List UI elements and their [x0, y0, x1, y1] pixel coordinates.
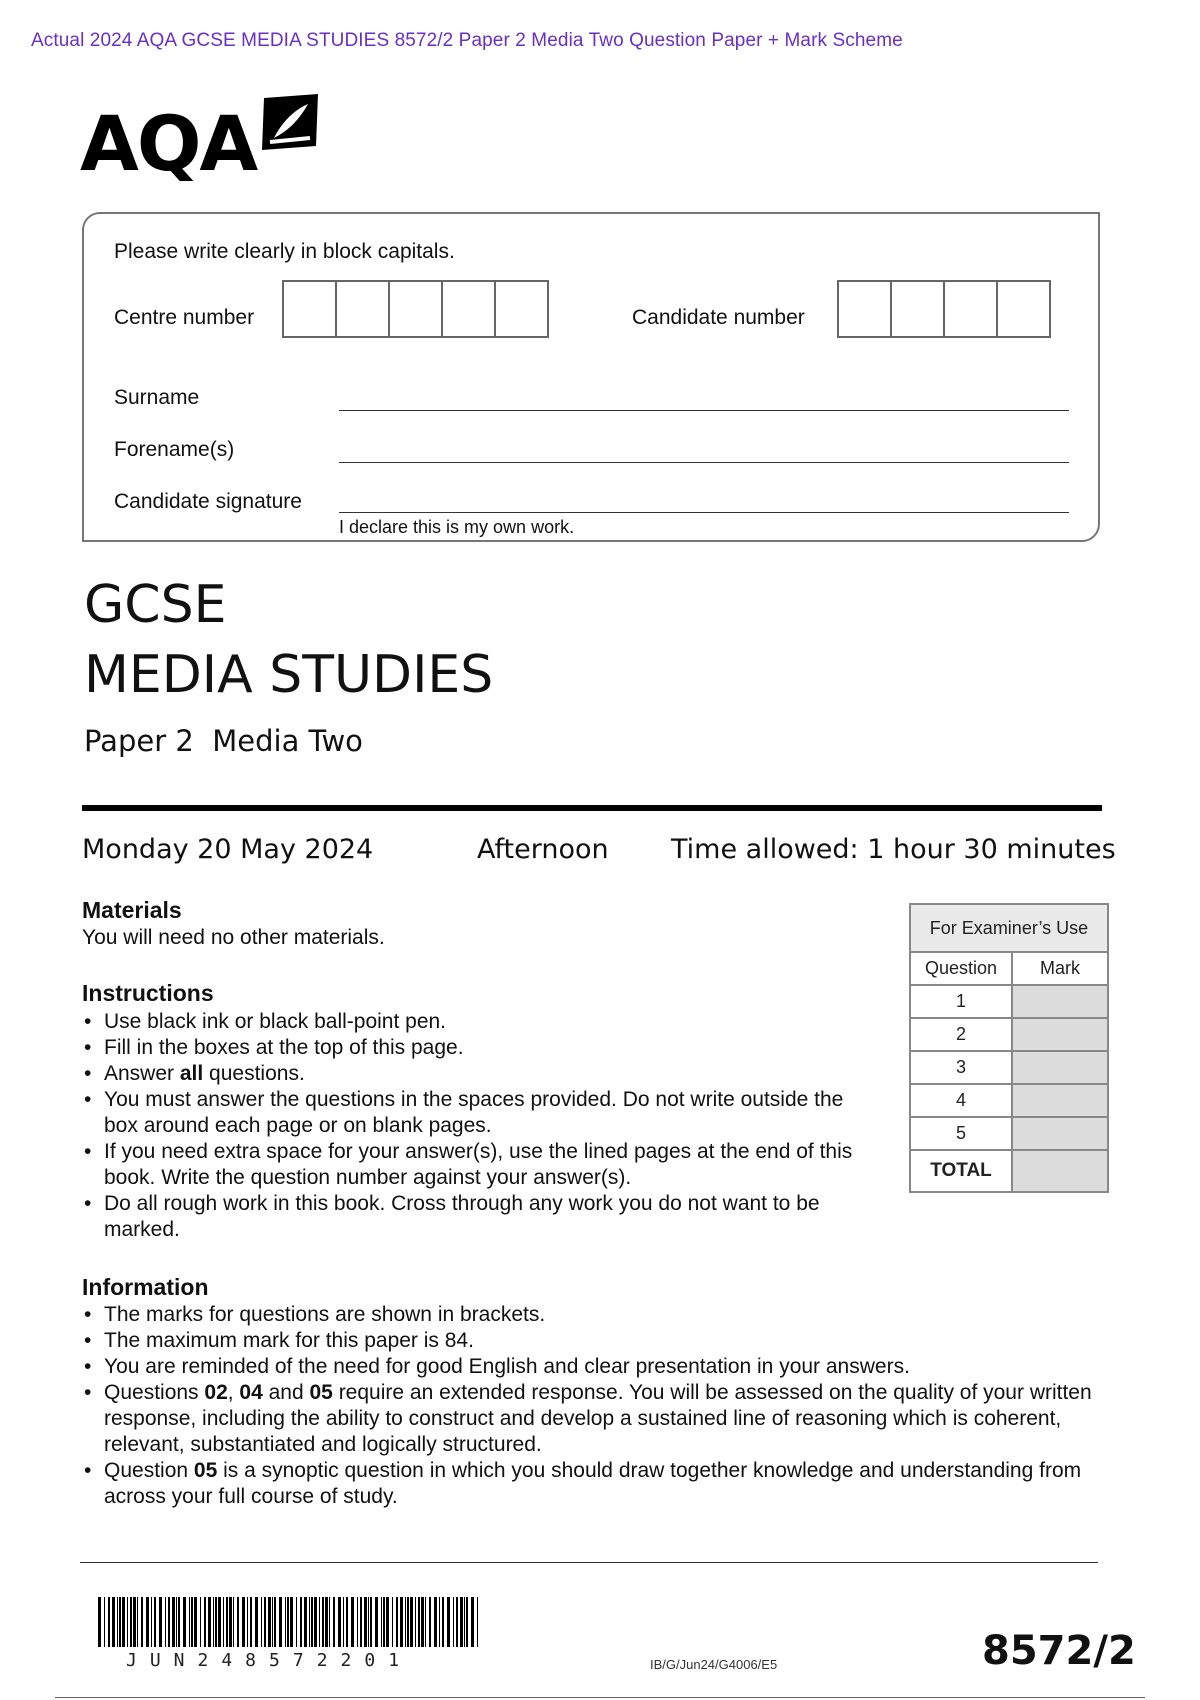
logo-text: AQA: [80, 99, 257, 188]
centre-number-cell[interactable]: [441, 280, 496, 338]
instructions-heading: Instructions: [82, 980, 214, 1006]
declaration-text: I declare this is my own work.: [339, 517, 575, 537]
information-list: [82, 1302, 1102, 1510]
examiner-table-heading: For Examiner’s Use: [910, 904, 1108, 952]
list-item: • The marks for questions are shown in brackets.: [82, 1302, 1102, 1328]
list-item: • Questions 02, 04 and 05 require an extended response. You will be assessed on the quality of your written response, including the ability to construct and develop a sustained line of reasoning which is coherent, relevant, substantiated and logically structured.: [82, 1380, 1102, 1458]
question-number: 2: [910, 1018, 1012, 1051]
candidate-number-boxes[interactable]: [839, 280, 1051, 338]
mark-cell: [1012, 1117, 1108, 1150]
mark-cell: [1012, 1084, 1108, 1117]
block-capitals-instruction: Please write clearly in block capitals.: [114, 240, 455, 263]
materials-heading: Materials: [82, 897, 182, 923]
question-column-header: Question: [910, 952, 1012, 985]
barcode: [98, 1597, 480, 1647]
paper-title: Paper 2 Media Two: [84, 724, 363, 758]
mark-cell: [1012, 1018, 1108, 1051]
examiner-use-table: [909, 903, 1109, 1193]
paper-code: 8572/2: [982, 1628, 1136, 1674]
aqa-logo: [80, 92, 320, 188]
candidate-number-cell[interactable]: [943, 280, 998, 338]
centre-number-cell[interactable]: [282, 280, 337, 338]
list-item: • You are reminded of the need for good English and clear presentation in your answers.: [82, 1354, 1102, 1380]
list-item: • If you need extra space for your answer(s), use the lined pages at the end of this book. Write the question number against your answer(s).: [82, 1139, 882, 1191]
list-item: • Do all rough work in this book. Cross through any work you do not want to be marked.: [82, 1191, 882, 1243]
candidate-number-cell[interactable]: [996, 280, 1051, 338]
list-item: • Fill in the boxes at the top of this page.: [82, 1035, 882, 1061]
title-divider: [82, 805, 1102, 811]
question-number: 3: [910, 1051, 1012, 1084]
centre-number-boxes[interactable]: [284, 280, 549, 338]
signature-field[interactable]: [339, 512, 1069, 513]
forename-label: Forename(s): [114, 438, 235, 461]
candidate-number-cell[interactable]: [837, 280, 892, 338]
candidate-details-box: [82, 212, 1100, 542]
exam-session: Afternoon: [477, 834, 609, 865]
list-item: • The maximum mark for this paper is 84.: [82, 1328, 1102, 1354]
surname-label: Surname: [114, 386, 200, 409]
bottom-divider: [55, 1697, 1145, 1698]
centre-number-cell[interactable]: [335, 280, 390, 338]
information-heading: Information: [82, 1274, 209, 1300]
time-allowed: Time allowed: 1 hour 30 minutes: [671, 834, 1116, 865]
instructions-list: [82, 1009, 882, 1243]
list-item: • Question 05 is a synoptic question in which you should draw together knowledge and understanding from across your full course of study.: [82, 1458, 1102, 1510]
total-mark-cell: [1012, 1150, 1108, 1192]
document-title: Actual 2024 AQA GCSE MEDIA STUDIES 8572/2 Paper 2 Media Two Question Paper + Mark Scheme: [31, 30, 903, 51]
exam-date: Monday 20 May 2024: [82, 834, 374, 865]
mark-column-header: Mark: [1012, 952, 1108, 985]
centre-number-cell[interactable]: [388, 280, 443, 338]
subject-title: MEDIA STUDIES: [84, 645, 494, 705]
centre-number-cell[interactable]: [494, 280, 549, 338]
footer-divider: [80, 1562, 1098, 1563]
question-number: 5: [910, 1117, 1012, 1150]
list-item: • Answer all questions.: [82, 1061, 882, 1087]
qualification-title: GCSE: [84, 575, 227, 635]
signature-label: Candidate signature: [114, 490, 302, 513]
mark-cell: [1012, 985, 1108, 1018]
candidate-number-label: Candidate number: [632, 306, 805, 329]
mark-cell: [1012, 1051, 1108, 1084]
materials-text: You will need no other materials.: [82, 926, 385, 949]
candidate-number-cell[interactable]: [890, 280, 945, 338]
barcode-digits: JUN248572201: [126, 1650, 413, 1671]
total-label: TOTAL: [910, 1150, 1012, 1192]
list-item: • You must answer the questions in the spaces provided. Do not write outside the box around each page or on blank pages.: [82, 1087, 882, 1139]
centre-number-label: Centre number: [114, 306, 255, 329]
list-item: • Use black ink or black ball-point pen.: [82, 1009, 882, 1035]
document-reference: IB/G/Jun24/G4006/E5: [650, 1657, 778, 1672]
forename-field[interactable]: [339, 462, 1069, 463]
question-number: 1: [910, 985, 1012, 1018]
question-number: 4: [910, 1084, 1012, 1117]
aqa-logo-icon: [260, 92, 320, 152]
surname-field[interactable]: [339, 410, 1069, 411]
